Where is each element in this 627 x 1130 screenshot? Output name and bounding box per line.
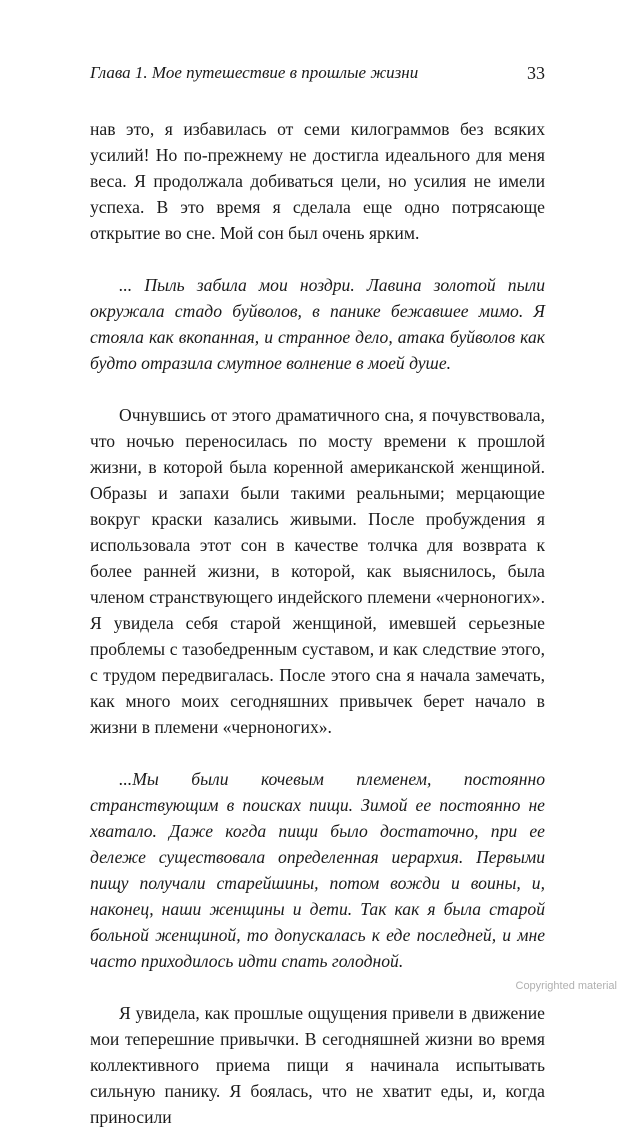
paragraph-gap (90, 740, 545, 766)
paragraph-gap (90, 974, 545, 1000)
paragraph-gap (90, 376, 545, 402)
running-title: Глава 1. Мое путешествие в прошлые жизни (90, 63, 419, 82)
running-head (90, 60, 545, 86)
body-text (90, 116, 545, 1130)
paragraph-awakening: Очнувшись от этого драматичного сна, я почувствовала, что ночью переносилась по мосту времени к прошлой жизни, в которой была коренной американской женщиной. Образы и запахи были такими реальными; мерцающие вокруг краски казались живыми. После пробуждения я использовала этот сон в качестве толчка для возврата к более ранней жизни, в которой, как выяснилось, была членом странствующего индейского племени «черноногих». Я увидела себя старой женщиной, имевшей серьезные проблемы с тазобедренным суставом, и как следствие этого, с трудом передвигалась. После этого сна я начала замечать, как много моих сегодняшних привычек берет начало в жизни в племени «черноногих». (90, 405, 545, 737)
paragraph-gap (90, 246, 545, 272)
past-life-quote-tribe: ...Мы были кочевым племенем, постоянно странствующим в поисках пищи. Зимой ее постоянно не хватало. Даже когда пищи было достаточно, при ее дележе существовала определенная иерархия. Первыми пищу получали старейшины, потом вожди и воины, и, наконец, наши женщины и дети. Так как я была старой больной женщиной, то допускалась к еде последней, и мне часто приходилось идти спать голодной. (90, 769, 545, 971)
page-number: 33 (527, 63, 545, 83)
paragraph-habits: Я увидела, как прошлые ощущения привели в движение мои теперешние привычки. В сегодняшней жизни во время коллективного приема пищи я начинала испытывать сильную панику. Я боялась, что не хватит еды, и, когда приносили (90, 1003, 545, 1127)
dream-quote-dust: ... Пыль забила мои ноздри. Лавина золотой пыли окружала стадо буйволов, в панике бежавшее мимо. Я стояла как вкопанная, и странное дело, атака буйволов как будто отразила смутное волнение в моей душе. (90, 275, 545, 373)
copyright-watermark: Copyrighted material (515, 980, 617, 992)
paragraph-continuation: нав это, я избавилась от семи килограммов без всяких усилий! Но по-прежнему не достигла идеального для меня веса. Я продолжала добиваться цели, но усилия не имели успеха. В это время я сделала еще одно потрясающе открытие во сне. Мой сон был очень ярким. (90, 119, 545, 243)
